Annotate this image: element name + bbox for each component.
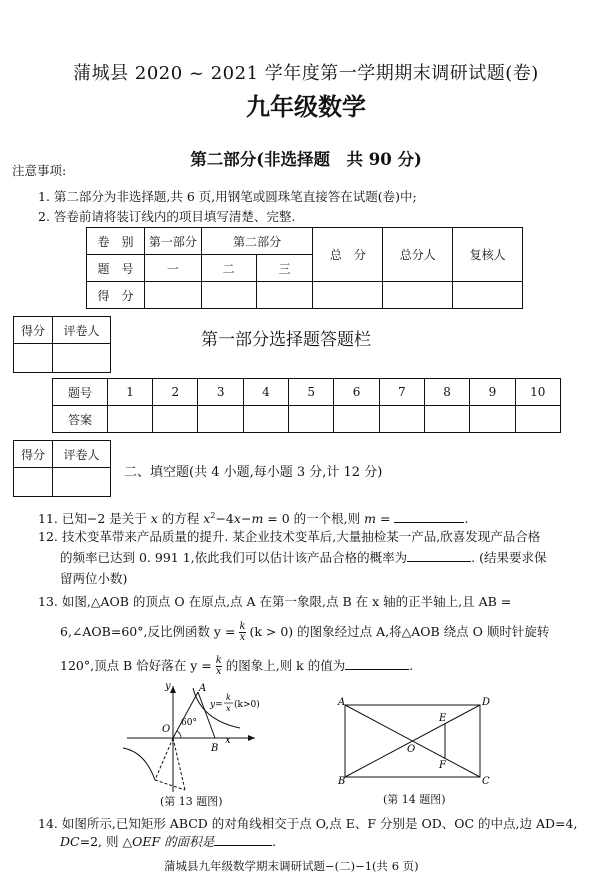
q11-text: = 0 的一个根,则 [267,511,361,527]
q11-text: 的方程 [161,511,200,527]
q14-triangle-symbol: △ [122,834,133,849]
answer-row-label-number: 题号 [53,379,108,406]
fig13-label-y: y [165,681,171,692]
note-item-2: 2. 答卷前请将装订线内的项目填写清楚、完整. [38,209,296,224]
fig13-func-num: k [226,693,231,702]
grader-score-label: 得分 [14,317,53,344]
q13-frac-den: x [215,666,222,677]
score-table-label-part: 卷 别 [87,228,145,255]
footer-page-number: −(二)−1(共 6 页) [325,859,419,873]
q13-fraction [239,622,245,643]
score-cell[interactable] [383,282,453,309]
q14-text: =2, 则 [79,834,119,849]
answer-cell-6[interactable] [334,406,379,433]
grader-score-cell[interactable] [14,344,53,373]
q13-frac-num: k [215,655,222,666]
q11-var: m [364,511,376,527]
question-12-line3: 留两位小数) [60,571,128,586]
score-table-part2: 第二部分 [201,228,313,255]
score-table-reviewer: 复核人 [453,228,523,282]
answer-number-8: 8 [424,379,469,406]
fig13-angle-label: 60° [181,718,197,728]
fig13-label-a: A [199,683,207,694]
figure-13-caption: (第 13 题图) [160,795,223,808]
q11-text: −4 [215,511,234,527]
q14-text: OEF 的面积是 [132,834,215,849]
q13-text: 的图象上,则 k 的值为 [225,658,346,673]
score-table-label-score: 得 分 [87,282,145,309]
fig14-label-a: A [338,697,346,708]
grader-score-label: 得分 [14,441,53,468]
question-13-line3: 120°,顶点 B 恰好落在 y = $\frac{k}{x}$ 的图象上,则 k 的值为 . [60,655,414,677]
answer-cell-2[interactable] [153,406,198,433]
answer-number-7: 7 [379,379,424,406]
fig14-label-c: C [482,776,490,787]
q11-var: x [233,511,241,527]
answer-table [52,378,561,433]
answer-cell-4[interactable] [243,406,288,433]
figure-14 [335,694,495,789]
page-footer [164,858,419,874]
figure-14-caption: (第 14 题图) [383,793,446,806]
fig13-y-arrow [170,686,176,693]
fig13-func-cond: (k>0) [234,700,260,710]
q13-fraction [216,656,222,677]
fig14-label-f: F [439,760,446,771]
q11-text: = [379,511,391,527]
question-13-line1: 13. 如图,△AOB 的顶点 O 在原点,点 A 在第一象限,点 B 在 x 轴的正半轴上,且 AB = [38,594,512,609]
note-item-1: 1. 第二部分为非选择题,共 6 页,用钢笔或圆珠笔直接答在试题(卷)中; [38,189,417,204]
answer-cell-10[interactable] [515,406,560,433]
q12-answer-blank[interactable] [407,561,471,562]
answer-cell-7[interactable] [379,406,424,433]
q12-text: . (结果要求保 [471,550,547,565]
answer-cell-9[interactable] [470,406,515,433]
grader-name-cell[interactable] [53,344,111,373]
q11-text: 11. 已知−2 是关于 [38,511,147,527]
fig13-segment-oa [173,692,198,738]
subject-title: 九年级数学 [246,92,366,121]
score-cell[interactable] [256,282,313,309]
answer-number-10: 10 [515,379,560,406]
fig13-rotated-ab [155,780,185,790]
answer-cell-1[interactable] [107,406,152,433]
answer-cell-5[interactable] [289,406,334,433]
score-table-q1: 一 [144,255,201,282]
q11-answer-blank[interactable] [394,522,464,523]
fig13-label-b: B [211,743,219,754]
answer-number-2: 2 [153,379,198,406]
score-table-label-qnum: 题 号 [87,255,145,282]
answer-cell-3[interactable] [198,406,243,433]
answer-number-1: 1 [107,379,152,406]
q12-text: 的频率已达到 0. 991 1,依此我们可以估计该产品合格的概率为 [60,550,408,565]
score-cell[interactable] [313,282,383,309]
answer-number-3: 3 [198,379,243,406]
footer-text: 蒲城县九年级数学期末调研试题 [164,859,325,873]
q13-frac-num: k [239,621,246,632]
question-12-line2 [60,550,546,566]
grader-name-cell[interactable] [53,468,111,497]
q13-frac-den: x [239,632,246,643]
question-14-line1: 14. 如图所示,已知矩形 ABCD 的对角线相交于点 O,点 E、F 分别是 OD、OC 的中点,边 AD=4, [38,816,578,831]
score-table-q2: 二 [201,255,256,282]
score-table-total: 总 分 [313,228,383,282]
notes-heading: 注意事项: [12,163,67,178]
score-table [86,227,523,309]
answer-number-5: 5 [289,379,334,406]
score-table-total-scorer: 总分人 [383,228,453,282]
q11-var: m [251,511,264,527]
score-table-part1: 第一部分 [144,228,201,255]
score-cell[interactable] [201,282,256,309]
answer-row-label-answer: 答案 [53,406,108,433]
fig13-segment-ab [198,692,215,738]
fig13-rotated-ob [155,738,173,780]
question-14-line2: DC=2, 则 △OEF 的面积是 . [60,834,277,849]
q11-var: x [150,511,158,527]
fig13-label-o: O [162,724,171,735]
fig14-label-d: D [482,697,491,708]
grader-score-cell[interactable] [14,468,53,497]
answer-cell-8[interactable] [424,406,469,433]
fig13-rotated-oa [173,738,185,790]
q13-text: 120°,顶点 B 恰好落在 y = [60,658,212,673]
fig13-func-prefix: y= [210,700,223,710]
part-title: 第二部分(非选择题 共 90 分) [190,150,422,169]
q14-answer-blank[interactable] [214,845,272,846]
exam-title: 蒲城县 2020 ~ 2021 学年度第一学期期末调研试题(卷) [73,63,539,84]
fig13-label-x: x [225,735,231,746]
q13-text: (k > 0) 的图象经过点 A,将△AOB 绕点 O 顺时针旋转 [249,624,550,639]
fig13-func-den: x [226,704,231,713]
answer-number-6: 6 [334,379,379,406]
answer-number-4: 4 [243,379,288,406]
fig13-angle-arc [177,731,181,738]
figure-13 [115,680,275,795]
fill-section-title: 二、填空题(共 4 小题,每小题 3 分,计 12 分) [124,465,383,480]
answer-number-9: 9 [470,379,515,406]
question-11: 11. 已知−2 是关于 x 的方程 $x^2-4x-m = 0$ 的一个根,则 m = . [38,511,469,527]
fig14-label-e: E [439,713,447,724]
q13-text: 6,∠AOB=60°,反比例函数 y = [60,624,236,639]
fig13-x-arrow [248,735,255,741]
grader-box-2 [13,440,111,497]
q13-answer-blank[interactable] [345,669,409,670]
score-cell[interactable] [144,282,201,309]
fig14-label-b: B [338,776,346,787]
fig13-hyperbola-q3 [123,748,155,780]
q11-text: − [240,511,252,527]
q11-var: x [203,511,211,527]
question-12-line1: 12. 技术变革带来产品质量的提升. 某企业技术变革后,大量抽检某一产品,欣喜发现产品合格 [38,529,541,544]
q14-text: DC [60,834,80,849]
grader-box-1 [13,316,111,373]
grader-name-label: 评卷人 [53,441,111,468]
score-cell[interactable] [453,282,523,309]
grader-name-label: 评卷人 [53,317,111,344]
answer-section-title: 第一部分选择题答题栏 [201,330,371,350]
fig14-label-o: O [407,744,416,755]
score-table-q3: 三 [256,255,313,282]
q11-exp: 2 [210,511,216,520]
question-13-line2 [60,618,549,646]
